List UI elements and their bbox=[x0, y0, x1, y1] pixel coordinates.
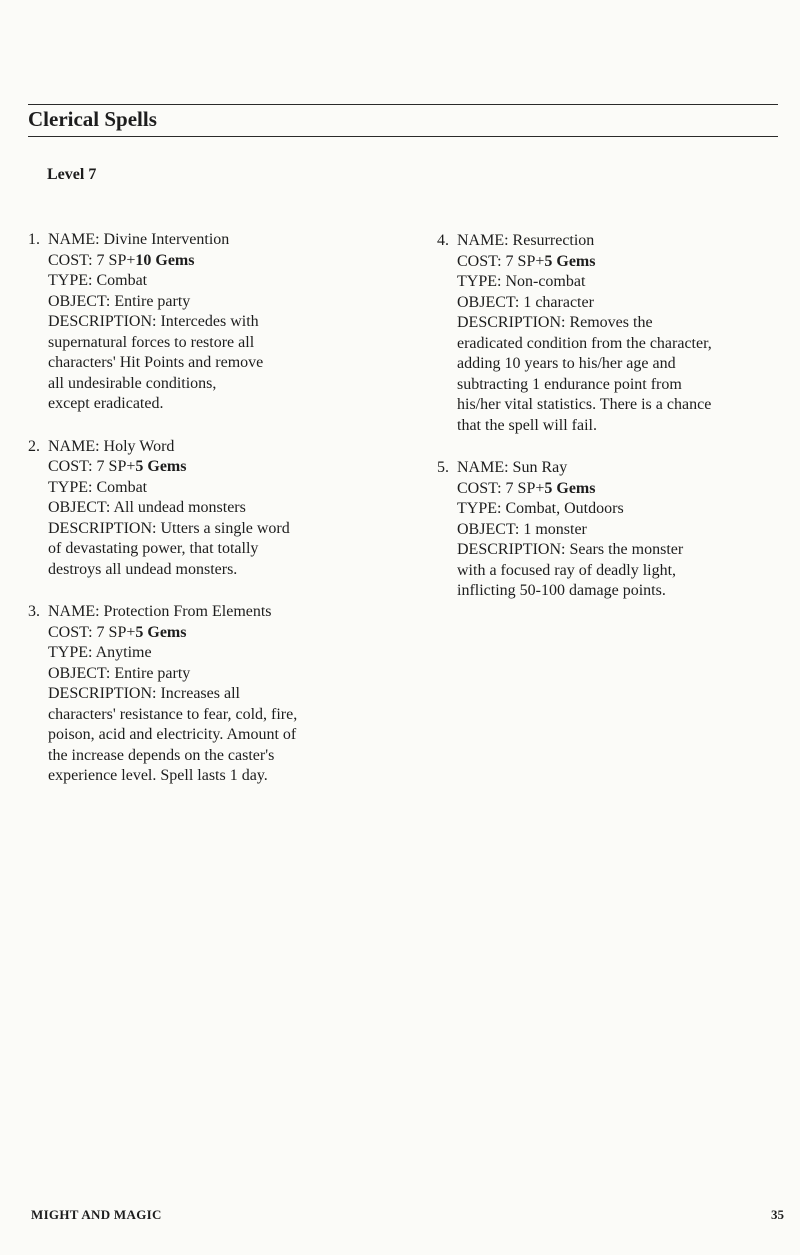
spell-object: OBJECT: Entire party bbox=[48, 664, 191, 682]
spell-object: OBJECT: All undead monsters bbox=[48, 499, 246, 516]
description-line: all undesirable conditions, bbox=[48, 374, 217, 392]
spell-name: NAME: Sun Ray bbox=[457, 459, 568, 476]
description-line: eradicated condition from the character, bbox=[457, 334, 712, 352]
section-title: Clerical Spells bbox=[28, 107, 157, 131]
cost-gems: 10 Gems bbox=[135, 251, 195, 269]
spell-entry bbox=[437, 231, 782, 436]
spell-number: 5. bbox=[437, 459, 449, 476]
spell-number: 3. bbox=[28, 603, 40, 620]
spell-type: TYPE: Combat bbox=[48, 478, 148, 496]
description-line: his/her vital statistics. There is a chance bbox=[457, 396, 712, 413]
cost-gems: 5 Gems bbox=[135, 458, 187, 475]
cost-gems: 5 Gems bbox=[544, 252, 596, 270]
description-line: adding 10 years to his/her age and bbox=[457, 355, 676, 372]
level-heading: Level 7 bbox=[47, 166, 97, 183]
spell-entry bbox=[28, 602, 373, 787]
description-line: characters' Hit Points and remove bbox=[48, 354, 264, 371]
description-line: inflicting 50-100 damage points. bbox=[457, 582, 666, 599]
spell-object: OBJECT: Entire party bbox=[48, 292, 191, 310]
page-number: 35 bbox=[771, 1207, 784, 1222]
description-line: supernatural forces to restore all bbox=[48, 333, 255, 351]
spell-cost bbox=[48, 457, 373, 478]
spell-number: 1. bbox=[28, 231, 40, 248]
spell-type: TYPE: Anytime bbox=[48, 644, 152, 661]
spell-object: OBJECT: 1 monster bbox=[457, 520, 587, 538]
spell-name: NAME: Divine Intervention bbox=[48, 231, 230, 248]
spell-number: 2. bbox=[28, 437, 40, 455]
spell-cost bbox=[48, 251, 373, 272]
description-line: subtracting 1 endurance point from bbox=[457, 375, 682, 393]
right-column bbox=[437, 231, 782, 624]
cost-sp: COST: 7 SP+ bbox=[48, 458, 136, 475]
spell-entry bbox=[437, 458, 782, 602]
cost-sp: COST: 7 SP+ bbox=[48, 623, 136, 641]
description-line: except eradicated. bbox=[48, 395, 164, 412]
footer-book-title: MIGHT AND MAGIC bbox=[31, 1207, 162, 1222]
spell-object: OBJECT: 1 character bbox=[457, 293, 594, 311]
spell-number: 4. bbox=[437, 232, 449, 249]
spell-type: TYPE: Combat bbox=[48, 272, 148, 289]
spell-entry bbox=[28, 437, 373, 581]
description-line: poison, acid and electricity. Amount of bbox=[48, 726, 297, 743]
cost-gems: 5 Gems bbox=[135, 623, 187, 641]
description-line: DESCRIPTION: Utters a single word bbox=[48, 519, 290, 537]
cost-sp: COST: 7 SP+ bbox=[457, 252, 545, 270]
spell-type: TYPE: Combat, Outdoors bbox=[457, 500, 624, 517]
cost-sp: COST: 7 SP+ bbox=[48, 251, 136, 269]
left-column bbox=[28, 230, 373, 809]
spell-type: TYPE: Non-combat bbox=[457, 273, 586, 290]
spell-cost bbox=[457, 479, 782, 500]
description-line: DESCRIPTION: Increases all bbox=[48, 685, 240, 702]
description-line: with a focused ray of deadly light, bbox=[457, 561, 677, 579]
spell-name: NAME: Holy Word bbox=[48, 437, 175, 455]
description-line: characters' resistance to fear, cold, fire, bbox=[48, 705, 298, 723]
spell-cost bbox=[457, 252, 782, 273]
description-line: that the spell will fail. bbox=[457, 416, 597, 434]
description-line: destroys all undead monsters. bbox=[48, 560, 238, 578]
description-line: of devastating power, that totally bbox=[48, 540, 259, 557]
cost-gems: 5 Gems bbox=[544, 479, 596, 497]
spell-name: NAME: Protection From Elements bbox=[48, 603, 272, 620]
spell-cost bbox=[48, 623, 373, 644]
description-line: DESCRIPTION: Removes the bbox=[457, 314, 653, 331]
spell-name: NAME: Resurrection bbox=[457, 232, 595, 249]
header-rule-bottom bbox=[28, 136, 778, 137]
spell-entry bbox=[28, 230, 373, 415]
description-line: the increase depends on the caster's bbox=[48, 746, 275, 764]
description-line: experience level. Spell lasts 1 day. bbox=[48, 767, 268, 784]
cost-sp: COST: 7 SP+ bbox=[457, 479, 545, 497]
description-line: DESCRIPTION: Sears the monster bbox=[457, 541, 684, 558]
description-line: DESCRIPTION: Intercedes with bbox=[48, 313, 259, 330]
